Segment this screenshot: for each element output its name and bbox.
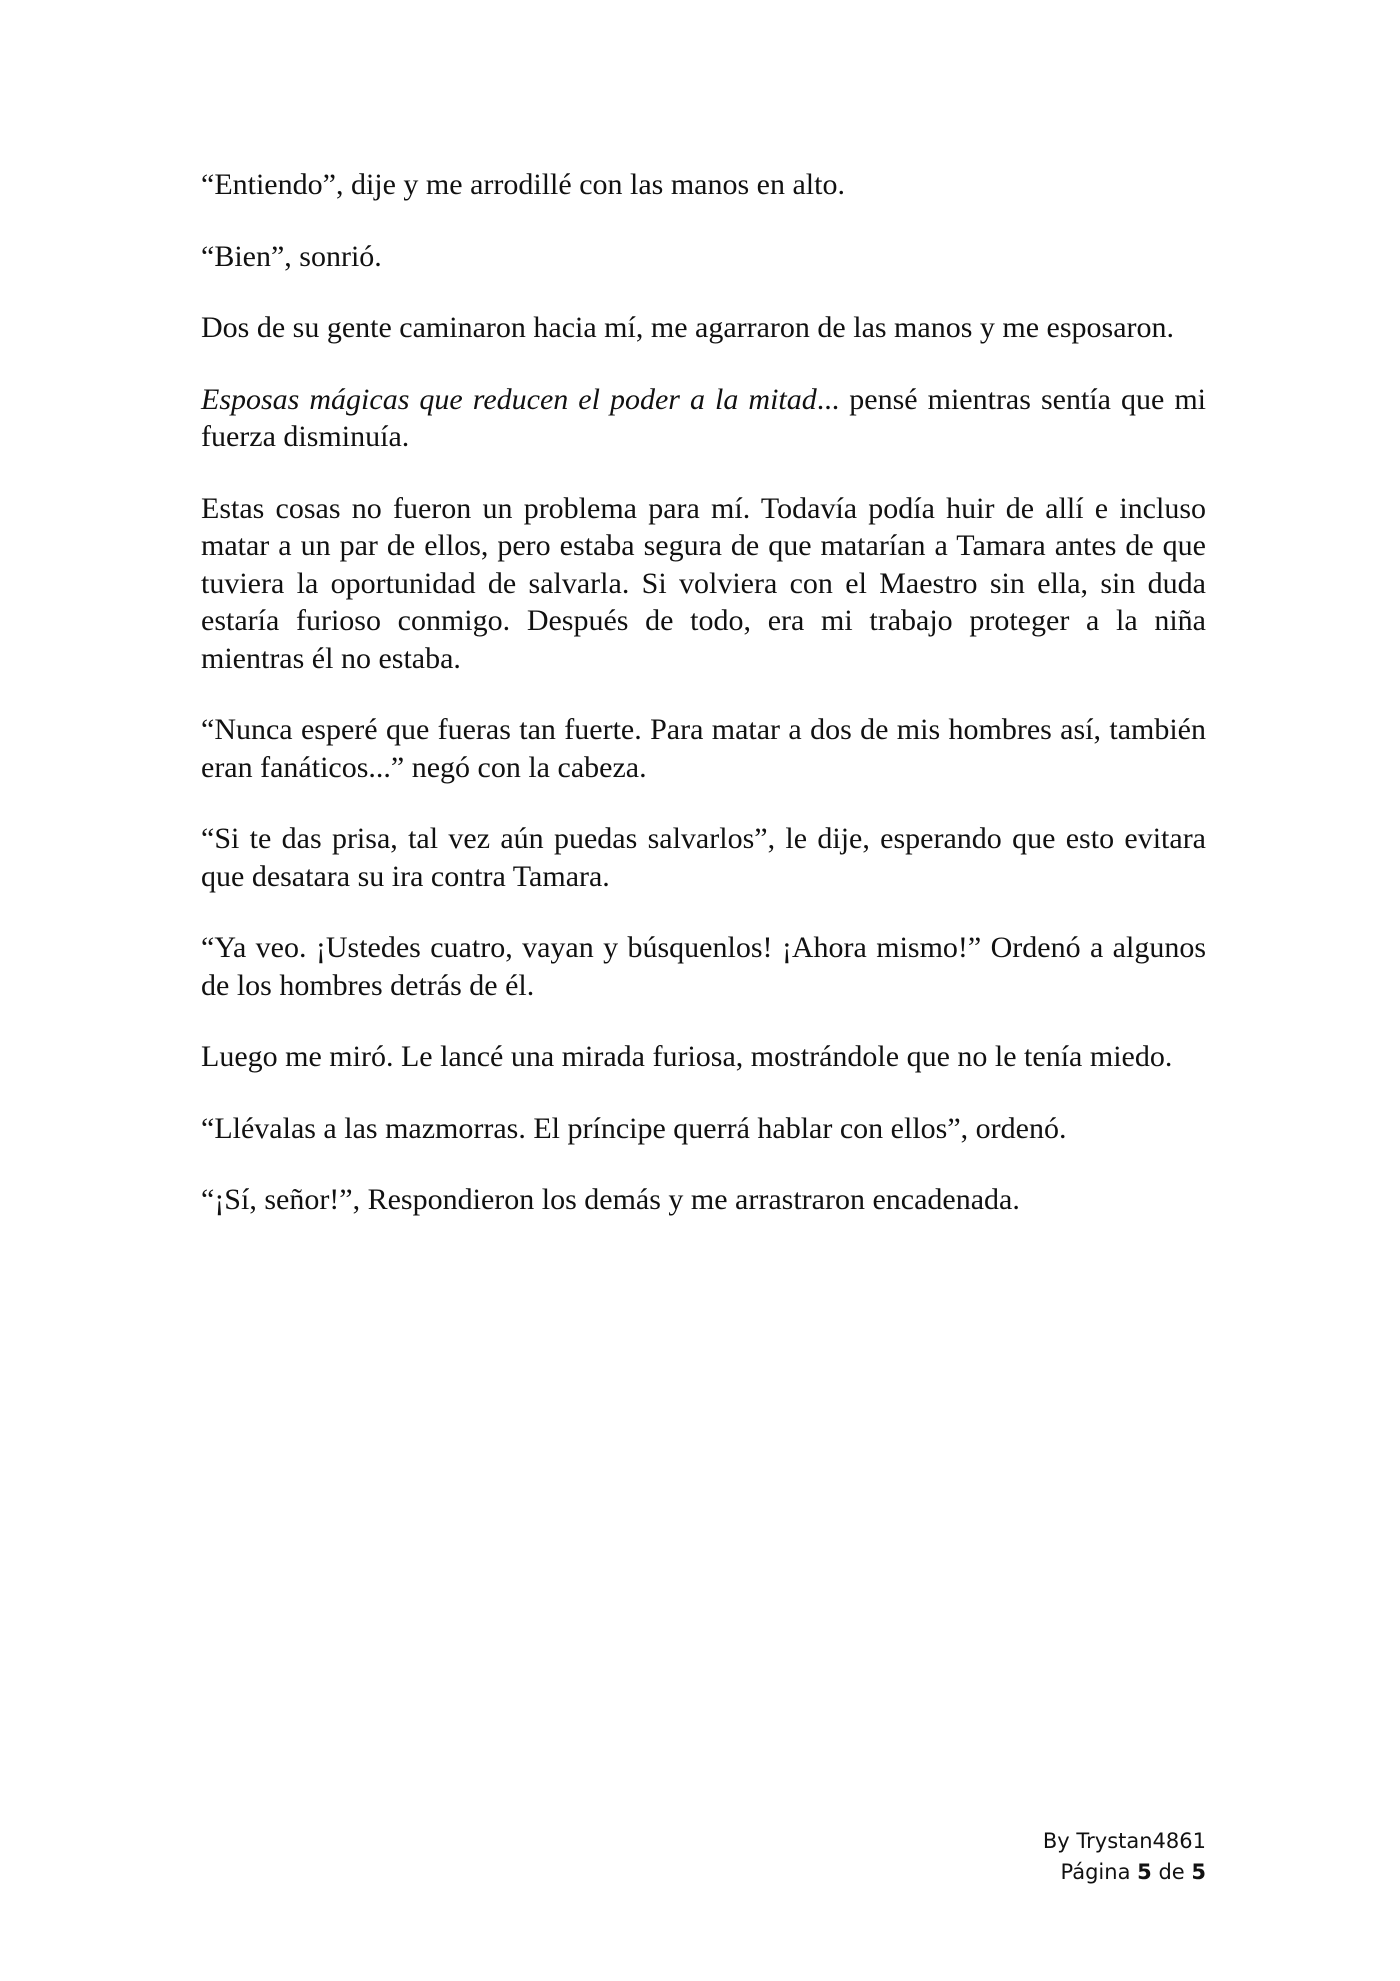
paragraph-1: “Entiendo”, dije y me arrodillé con las manos en alto. [201, 168, 845, 201]
paragraph-8: “Ya veo. ¡Ustedes cuatro, vayan y búsquenlos! ¡Ahora mismo!” Ordenó a algunos de los hombres detrás de él. [201, 931, 1206, 1002]
document-body [201, 166, 1206, 1253]
paragraph-2: “Bien”, sonrió. [201, 239, 382, 273]
paragraph-7: “Si te das prisa, tal vez aún puedas salvarlos”, le dije, esperando que esto evitara que desatara su ira contra Tamara. [201, 822, 1206, 893]
footer-page-of: de [1158, 1860, 1185, 1884]
paragraph-3: Dos de su gente caminaron hacia mí, me agarraron de las manos y me esposaron. [201, 311, 1175, 344]
paragraph-10: “Llévalas a las mazmorras. El príncipe querrá hablar con ellos”, ordenó. [201, 1111, 1067, 1145]
paragraph-5: Estas cosas no fueron un problema para mí. Todavía podía huir de allí e incluso matar a un par de ellos, pero estaba segura de que matarían a Tamara antes de que tuviera la oportunidad de salvarla. Si volviera con el Maestro sin ella, sin duda estaría furioso conmigo. Después de todo, era mi trabajo proteger a la niña mientras él no estaba. [201, 491, 1206, 675]
footer-author: By Trystan4861 [1042, 1829, 1206, 1853]
footer-page-number [1043, 1857, 1206, 1888]
footer-page-label: Página [1060, 1860, 1131, 1884]
paragraph-9: Luego me miró. Le lancé una mirada furiosa, mostrándole que no le tenía miedo. [201, 1040, 1173, 1073]
paragraph-11: “¡Sí, señor!”, Respondieron los demás y me arrastraron encadenada. [201, 1183, 1020, 1216]
footer-page-current: 5 [1137, 1860, 1152, 1884]
page-footer [1043, 1826, 1206, 1888]
footer-page-total: 5 [1191, 1860, 1206, 1884]
paragraph-4-text: ... pensé mientras sentía que mi fuerza disminuía. [201, 382, 1206, 453]
paragraph-4 [201, 381, 1206, 456]
paragraph-4-italic: Esposas mágicas que reducen el poder a la mitad [201, 382, 817, 416]
paragraph-6: “Nunca esperé que fueras tan fuerte. Para matar a dos de mis hombres así, también eran fanáticos...” negó con la cabeza. [201, 713, 1206, 784]
